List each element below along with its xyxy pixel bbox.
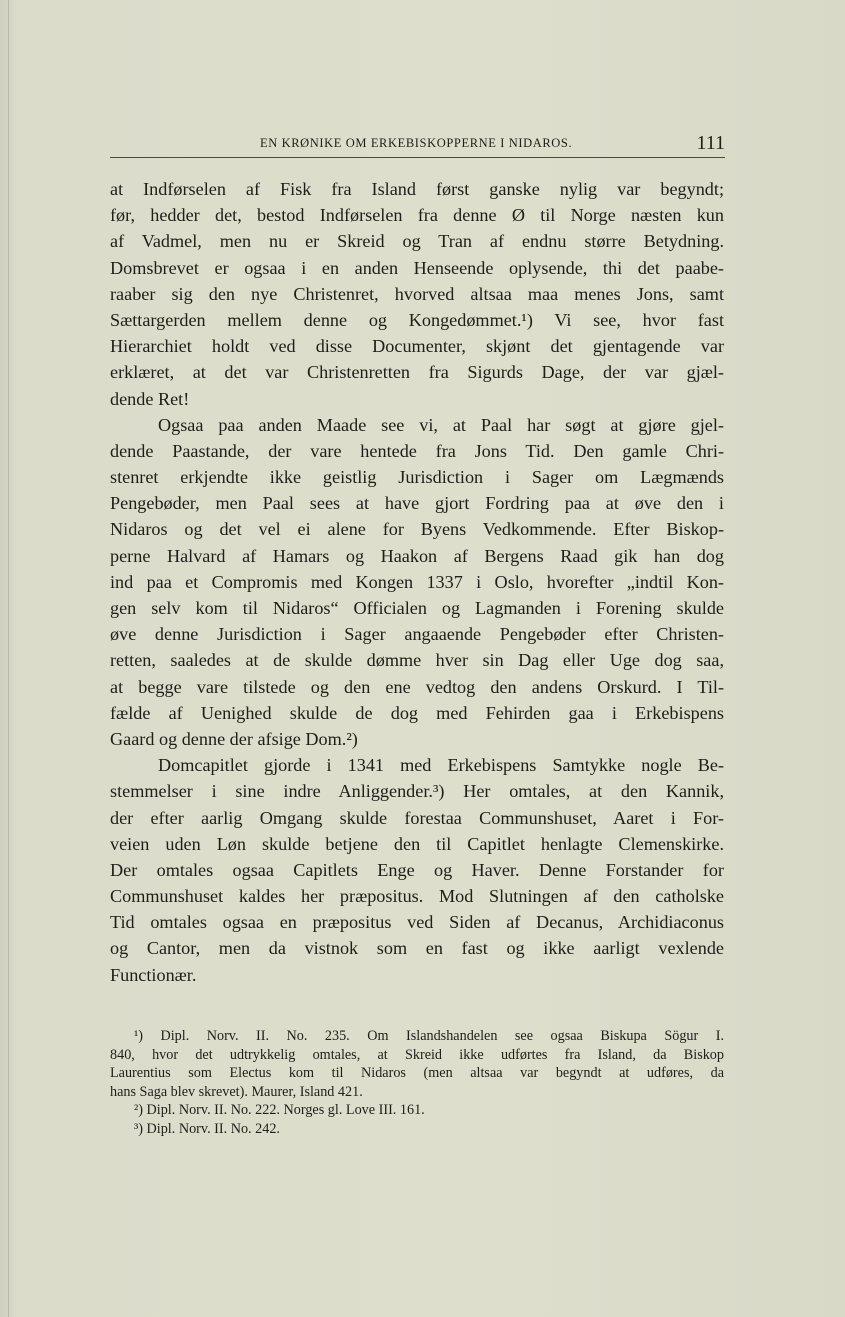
footnote-line: hans Saga blev skrevet). Maurer, Island 421.	[110, 1083, 363, 1100]
body-line: fælde af Uenighed skulde de dog med Fehirden gaa i Erkebispens	[110, 702, 724, 723]
body-line: Der omtales ogsaa Capitlets Enge og Haver. Denne Forstander for	[110, 859, 724, 880]
body-line: Tid omtales ogsaa en præpositus ved Siden af Decanus, Archidiaconus	[110, 912, 724, 933]
body-line: raaber sig den nye Christenret, hvorved altsaa maa menes Jons, samt	[110, 283, 724, 304]
body-line: perne Halvard af Hamars og Haakon af Bergens Raad gik han dog	[110, 545, 724, 566]
body-line: dende Ret!	[110, 388, 190, 409]
body-line: Communshuset kaldes her præpositus. Mod Slutningen af den catholske	[110, 886, 724, 907]
body-line: veien uden Løn skulde betjene den til Capitlet henlagte Clemenskirke.	[110, 833, 724, 854]
body-line: Sættargerden mellem denne og Kongedømmet.¹) Vi see, hvor fast	[110, 309, 724, 330]
footnote-line: 840, hvor det udtrykkelig omtales, at Skreid ikke udførtes fra Island, da Biskop	[110, 1046, 724, 1063]
body-line: at begge vare tilstede og den ene vedtog den andens Orskurd. I Til-	[110, 676, 724, 697]
page-number: 111	[696, 132, 725, 154]
body-line: Domsbrevet er ogsaa i en anden Henseende oplysende, thi det paabe-	[110, 257, 724, 278]
footnote-line: ²) Dipl. Norv. II. No. 222. Norges gl. Love III. 161.	[134, 1102, 425, 1118]
body-line: stemmelser i sine indre Anliggender.³) Her omtales, at den Kannik,	[110, 781, 724, 802]
body-line: Nidaros og det vel ei alene for Byens Vedkommende. Efter Biskop-	[110, 519, 724, 540]
body-line: øve denne Jurisdiction i Sager angaaende Pengebøder efter Christen-	[110, 624, 724, 645]
body-line: Functionær.	[110, 964, 197, 985]
body-line: gen selv kom til Nidaros“ Officialen og Lagmanden i Forening skulde	[110, 598, 724, 618]
body-text	[110, 176, 724, 988]
footnote-line: ³) Dipl. Norv. II. No. 242.	[134, 1120, 280, 1137]
body-line: ind paa et Compromis med Kongen 1337 i Oslo, hvorefter „indtil Kon-	[110, 571, 724, 592]
body-line: stenret erkjendte ikke geistlig Jurisdiction i Sager om Lægmænds	[110, 467, 724, 488]
page-header	[110, 132, 725, 158]
running-title: EN KRØNIKE OM ERKEBISKOPPERNE I NIDAROS.	[260, 136, 573, 150]
footnote-line: ¹) Dipl. Norv. II. No. 235. Om Islandshandelen see ogsaa Biskupa Sögur I.	[134, 1028, 724, 1044]
body-line: før, hedder det, bestod Indførselen fra denne Ø til Norge næsten kun	[110, 205, 724, 226]
header-rule	[110, 157, 725, 158]
body-line: Pengebøder, men Paal sees at have gjort Fordring paa at øve den i	[110, 493, 724, 514]
body-line: retten, saaledes at de skulde dømme hver sin Dag eller Uge dog saa,	[110, 650, 724, 671]
body-line: af Vadmel, men nu er Skreid og Tran af endnu større Betydning.	[110, 231, 724, 252]
body-line: Gaard og denne der afsige Dom.²)	[110, 728, 358, 749]
body-line: og Cantor, men da vistnok som en fast og ikke aarligt vexlende	[110, 938, 724, 959]
page-edge	[8, 0, 9, 1317]
body-line: der efter aarlig Omgang skulde forestaa Communshuset, Aaret i For-	[110, 807, 724, 828]
body-line: Ogsaa paa anden Maade see vi, at Paal har søgt at gjøre gjel-	[158, 414, 724, 435]
body-line: at Indførselen af Fisk fra Island først ganske nylig var begyndt;	[110, 179, 724, 199]
footnotes	[110, 1027, 724, 1138]
body-line: Hierarchiet holdt ved disse Documenter, skjønt det gjentagende var	[110, 336, 724, 357]
body-line: Domcapitlet gjorde i 1341 med Erkebispens Samtykke nogle Be-	[158, 755, 724, 776]
body-line: erklæret, at det var Christenretten fra Sigurds Dage, der var gjæl-	[110, 362, 724, 383]
body-line: dende Paastande, der vare hentede fra Jons Tid. Den gamle Chri-	[110, 440, 724, 461]
footnote-line: Laurentius som Electus kom til Nidaros (men altsaa var begyndt at udføres, da	[110, 1065, 724, 1081]
